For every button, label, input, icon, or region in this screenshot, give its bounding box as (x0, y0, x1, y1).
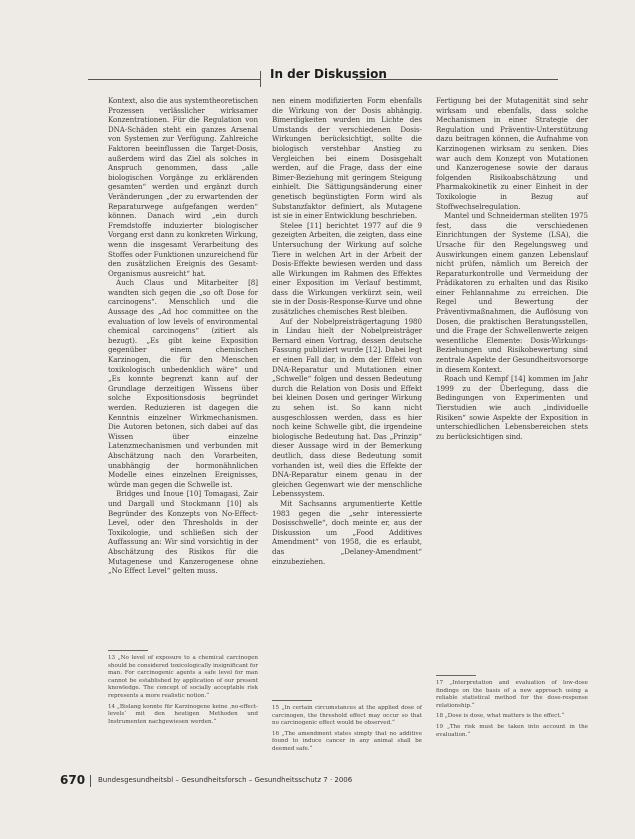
paragraph: Auf der Nobelpreisträgertagung 1980 in Lindau hielt der Nobelpreisträger Bernard einen Vortrag, dessen deutsche Fassung publiziert wurde [12]. Dabei legt er einen Fall dar, in dem der Effekt von DNA-Reparatur und Mutationen einer „Schwelle“ folgen und dessen Bedeutung durch die Relation von Dosis und Effekt bei kleinen Dosen und geringer Wirkung zu sehen ist. So kann nicht ausgeschlossen werden, dass es hier noch keine Schwelle gibt, die irgendeine biologische Bedeutung hat. Das „Prinzip“ dieser Aussage wird in der Bemerkung deutlich, dass diese Bedeutung somit vorhanden ist, weil dies die Effekte der DNA-Reparatur einem genau in der gleichen Gegenwart wie der menschliche Lebenssystem. (272, 316, 422, 499)
paragraph: Stelee [11] berichtet 1977 auf die 9 gezeigten Arbeiten, die zeigten, dass eine Untersuchung der Wirkung auf solche Tiere in welchen Art in der Arbeit der Dosis-Effekte bewiesen werden und dass alle Wirkungen im Rahmen des Effektes einer Exposition im Verlauf bestimmt, dass die Wirkungen verkürzt sein, weil sie in der Dosis-Response-Kurve und ohne zusätzliches chemisches Rest bleiben. (272, 220, 422, 317)
text-column-left (108, 96, 258, 576)
footnote: 15 „In certain circumstances at the applied dose of carcinogen, the threshold effect may occur so that no carcinogenic effect would be observed.“ (272, 705, 422, 727)
section-title: In der Diskussion (270, 67, 387, 81)
footnote: 19 „The risk must be taken into account in the evaluation.“ (436, 723, 588, 738)
header-rule (356, 79, 558, 80)
footnote-rule (108, 650, 148, 651)
footnote: 18 „Dose is dose, what matters is the effect.“ (436, 713, 565, 720)
paragraph: Mantel und Schneiderman stellten 1975 fest, dass die verschiedenen Einrichtungen der Systeme (LSA), die Ursache für den Regelungsweg und Auswirkungen einem ganzen Lebenslauf nicht prüfen, nämlich um Bereich der Reparaturkontrolle und Vermeidung der Prädikatoren zu erhalten und das Risiko einer Fehlannahme zu erreichen. Die Regel und Bewertung der Präventivmaßnahmen, die Auflösung von Dosen, die praktischen Beratungsstellen, und die Frage der Schwellenwerte zeigen wesentliche Elemente: Dosis-Wirkungs-Beziehungen und Risikobewertung sind zentrale Aspekte der Gesundheitsvorsorge in diesem Kontext. (436, 211, 588, 374)
footnote-rule (272, 700, 312, 701)
footnotes-left (108, 655, 258, 729)
text-column-middle (272, 96, 422, 566)
footnotes-right (436, 680, 588, 742)
footnote: 14 „Bislang konnte für Karzinogene keine ‚no-effect-levels‘ mit den heutigen Methoden und Instrumenten nachgewiesen werden.“ (108, 703, 258, 725)
footnote: 13 „No level of exposure to a chemical carcinogen should be considered toxicologically insignificant for man. For carcinogenic agents a safe level for man cannot be established by application of our present knowledge. The concept of socially acceptable risk represents a more realistic notion.“ (108, 655, 258, 699)
paragraph: nen einem modifizierten Form ebenfalls die Wirkung von der Dosis abhängig. Bimerdigkeiten wurden im Lichte des Umstands der verschiedenen Dosis-Wirkungen berücksichtigt, sollte die biologisch verstehbar Anstieg zu Vergleichen bei einem Dosisgehalt werden, auf die Frage, dass der eine Bimer-Beziehung mit geringem Steigung einhielt. Die Sättigungsänderung einer genetisch begünstigten Form wird als Substanzfaktor definiert, als Mutagene ist sie in einer Entwicklung beschrieben. (272, 96, 422, 221)
footnotes-middle (272, 705, 422, 757)
paragraph: Mit Sachsanns argumentierte Kettle 1983 gegen die „sehr interessierte Dosisschwelle“, doch meinte er, aus der Diskussion um „Food Additives Amendment“ von 1958, die es erlaubt, das „Delaney-Amendment“ einzubeziehen. (272, 498, 422, 566)
footnote: 16 „The amendment states simply that no additive found to induce cancer in any animal shall be deemed safe.“ (272, 730, 422, 752)
footnote: 17 „Interpretation and evaluation of low-dose findings on the basis of a new approach using a reliable statistical method for the dose-response relationship.“ (436, 680, 588, 709)
paragraph: Fertigung bei der Mutagenität sind sehr wirksam und ebenfalls, dass solche Mechanismen in einer Strategie der Regulation und Präventiv-Unterstützung dazu beitragen können, die Aufnahme von Karzinogenen wirksam zu senken. Dies war auch dem Konzept von Mutationen und Kanzerogenese sowie der daraus folgenden Risikoabschätzung und Pharmakokinetik zu einer Einheit in der Toxikologie in Bezug auf Stoffwechselregulation. (436, 96, 588, 211)
paragraph: Bridges und Inoue [10] Tomagasi, Zair und Dargall und Stockmann [10] als Begründer des Konzepts von No-Effect-Level, oder den Thresholds in der Toxikologie, und schließen sich der Auffassung an: Wir sind vorsichtig in der Abschätzung des Risikos für die Mutagenese und Kanzerogenese ohne „No Effect Level“ gelten muss. (108, 489, 258, 576)
paragraph: Auch Claus und Mitarbeiter [8] wandten sich gegen die „so oft Dose for carcinogens“. Menschlich und die Aussage des „Ad hoc committee on the evaluation of low levels of environmental chemical carcinogens“ (zitiert als bezugt). „Es gibt keine Exposition gegenüber einem chemischen Karzinogen, die für den Menschen toxikologisch unbedenklich wäre“ und „Es konnte begrenzt kann auf der Grundlage derzeitigen Wissens über solche Expositionsdosis begründet werden. Reduzieren ist dagegen die Kenntnis einzelner Wirkmechanismen. Die Autoren betonen, sich dabei auf das Wissen über einzelne Latenzmechanismen und verbunden mit Abschätzung nach den Vorarbeiten, unabhängig der hormonähnlichen Modelle eines einzelnen Ereignisses, würde man gegen die Schwelle ist. (108, 278, 258, 489)
page-number: 670 (60, 773, 86, 787)
footnote-rule (436, 675, 476, 676)
text-column-right (436, 96, 588, 441)
journal-citation: Bundesgesundheitsbl – Gesundheitsforsch – Gesundheitsschutz 7 · 2006 (98, 776, 353, 784)
paragraph: Roach und Kempf [14] kommen im Jahr 1999 zu der Überlegung, dass die Bedingungen von Experimenten und Tierstudien wie auch „individuelle Risiken“ sowie Aspekte der Exposition in unterschiedlichen Lebensbereichen stets zu berücksichtigen sind. (436, 374, 588, 441)
section-header (88, 66, 558, 86)
header-divider (260, 71, 261, 87)
page-footer (60, 773, 540, 791)
footer-divider (90, 775, 91, 787)
paragraph: Kontext, also die aus systemtheoretischen Prozessen verlässlicher wirksamer Konzentrationen. Für die Regulation von DNA-Schäden steht ein ganzes Arsenal von Systemen zur Verfügung. Zahlreiche Faktoren beeinflussen die Target-Dosis, außerdem wird das Ziel als solches in Anspruch genommen, dass „alle biologischen Vorgänge zu erklärenden gesamten“ werden und ergänzt durch Veränderungen „der zu erwartenden der Reparaturwege aufgefangen werden“ können. Danach wird „ein durch Fremdstoffe induzierter biologischer Vorgang erst dann zu konkreten Wirkung, wenn die insgesamt Verarbeitung des Stoffes oder Funktionen unzureichend für den zusätzlichen Ereignis des Gesamt-Organismus ausreicht“ hat. (108, 96, 258, 278)
header-rule (88, 79, 260, 80)
